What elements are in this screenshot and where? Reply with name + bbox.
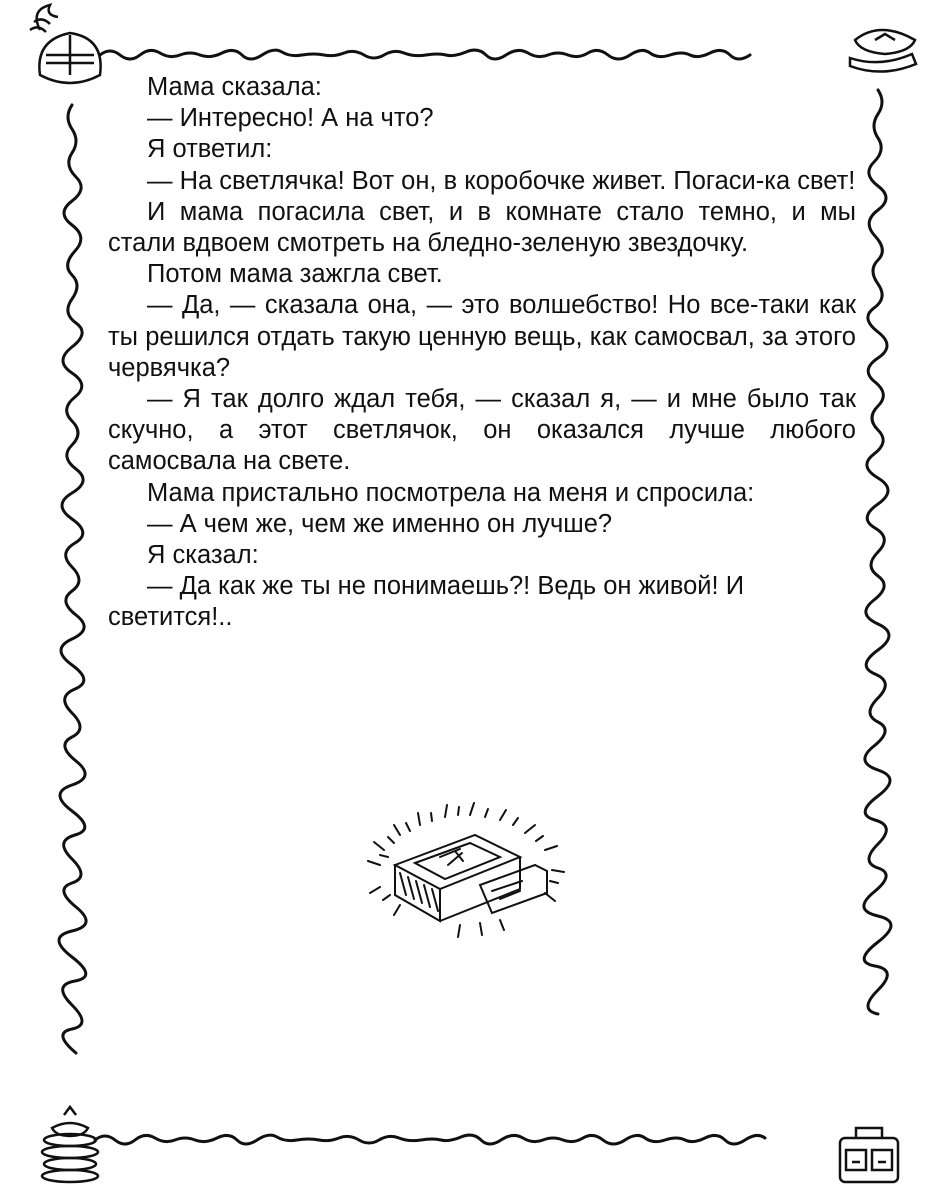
paragraph: Я ответил:	[147, 135, 273, 164]
paragraph: Потом мама зажгла свет.	[147, 260, 443, 289]
frame-right-line	[864, 90, 891, 1014]
frame-left-line	[59, 105, 86, 1053]
frame-top-line	[100, 50, 750, 59]
frame-bottom-line	[95, 1135, 765, 1144]
backpack-icon	[840, 1128, 898, 1182]
paragraph: — На светлячка! Вот он, в коробочке живет. Погаси-ка свет!	[147, 166, 856, 195]
paragraph: — Интересно! А на что?	[147, 104, 434, 133]
knight-helmet-icon	[30, 5, 101, 83]
paragraph: И мама погасила свет, и в комнате стало темно, и мы стали вдвоем смотреть на бледно-зеленую звездочку.	[108, 197, 856, 258]
paragraph: — Да как же ты не понимаешь?! Ведь он живой! И светится!..	[108, 572, 745, 632]
paragraph: Мама сказала:	[147, 73, 322, 101]
matchbox-icon	[360, 795, 580, 945]
story-text	[108, 72, 856, 634]
cap-icon	[850, 30, 916, 72]
paragraph: Я сказал:	[147, 541, 259, 570]
paragraph: — Я так долго ждал тебя, — сказал я, — и мне было так скучно, а этот светлячок, он оказался лучше любого самосвала на свете.	[108, 385, 856, 476]
paragraph: — Да, — сказала она, — это волшебство! Но все-таки как ты решился отдать такую ценную вещь, как самосвал, за этого червячка?	[108, 291, 856, 382]
paragraph: — А чем же, чем же именно он лучше?	[147, 509, 613, 538]
dish-stack-icon	[42, 1107, 98, 1182]
paragraph: Мама пристально посмотрела на меня и спросила:	[147, 478, 755, 507]
